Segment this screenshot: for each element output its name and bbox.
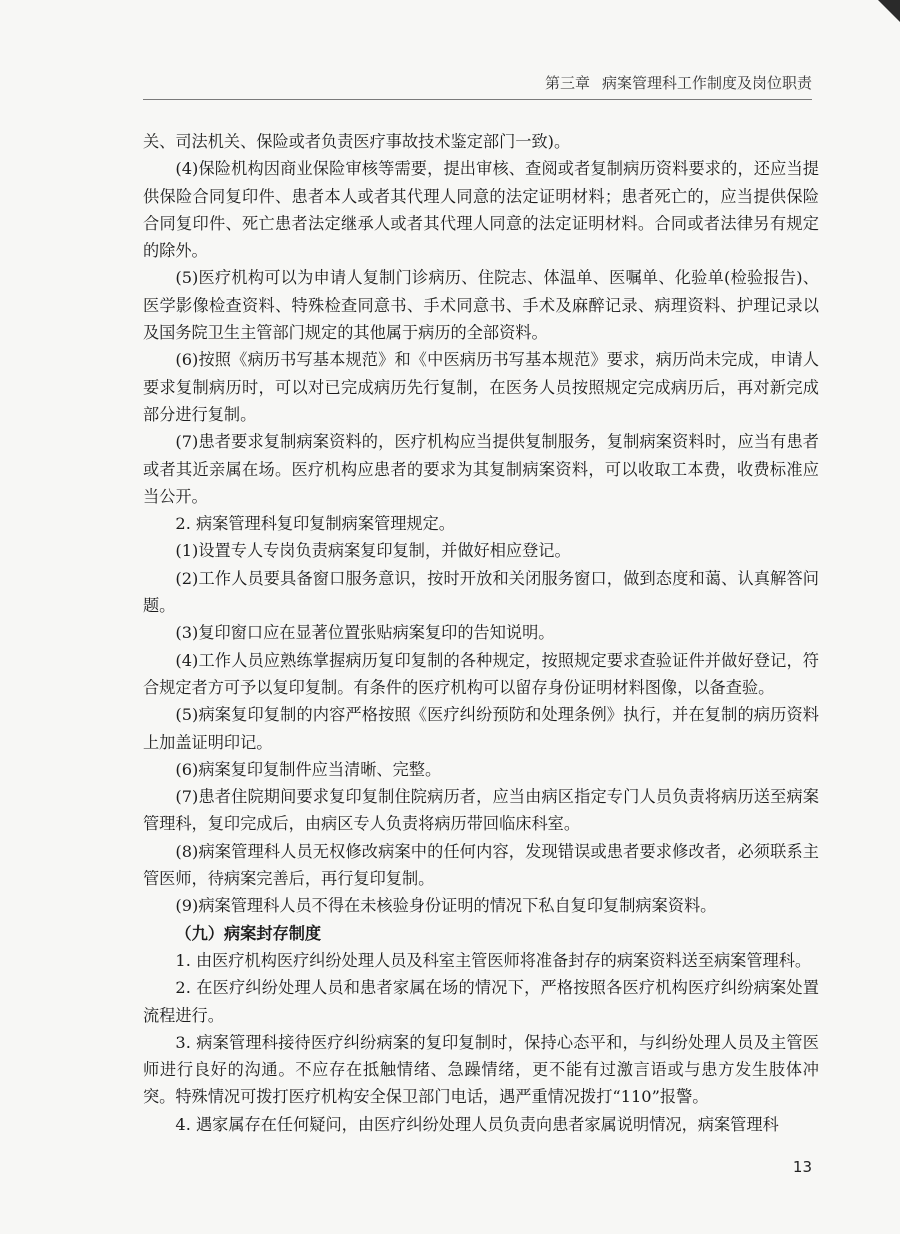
paragraph: (1)设置专人专岗负责病案复印复制，并做好相应登记。 (175, 541, 571, 561)
paragraph: (3)复印窗口应在显著位置张贴病案复印的告知说明。 (175, 623, 555, 643)
paragraph: (9)病案管理科人员不得在未核验身份证明的情况下私自复印复制病案资料。 (175, 896, 717, 916)
paragraph: 关、司法机关、保险或者负责医疗事故技术鉴定部门一致)。 (143, 132, 571, 151)
header-chapter: 第三章 (544, 74, 590, 92)
paragraph: 4. 遇家属存在任何疑问，由医疗纠纷处理人员负责向患者家属说明情况，病案管理科 (175, 1114, 779, 1134)
paragraph: 3. 病案管理科接待医疗纠纷病案的复印复制时，保持心态平和，与纠纷处理人员及主管医师进行良好的沟通。不应存在抵触情绪、急躁情绪，更不能有过激言语或与患方发生肢体冲突。特殊情况可拨打医疗机构安全保卫部门电话，遇严重情况拨打“110”报警。 (143, 1032, 819, 1107)
paragraph: (6)病案复印复制件应当清晰、完整。 (175, 759, 442, 779)
paragraph: 1. 由医疗机构医疗纠纷处理人员及科室主管医师将准备封存的病案资料送至病案管理科。 (175, 950, 812, 970)
paragraph: (6)按照《病历书写基本规范》和《中医病历书写基本规范》要求，病历尚未完成，申请人要求复制病历时，可以对已完成病历先行复制，在医务人员按照规定完成病历后，再对新完成部分进行复制。 (143, 350, 819, 424)
paragraph: (7)患者住院期间要求复印复制住院病历者，应当由病区指定专门人员负责将病历送至病案管理科，复印完成后，由病区专人负责将病历带回临床科室。 (143, 787, 819, 834)
paragraph: (5)医疗机构可以为申请人复制门诊病历、住院志、体温单、医嘱单、化验单(检验报告)、医学影像检查资料、特殊检查同意书、手术同意书、手术及麻醉记录、病理资料、护理记录以及国务院卫生主管部门规定的其他属于病历的全部资料。 (143, 268, 819, 343)
paragraph: (4)保险机构因商业保险审核等需要，提出审核、查阅或者复制病历资料要求的，还应当提供保险合同复印件、患者本人或者其代理人同意的法定证明材料；患者死亡的，应当提供保险合同复印件、死亡患者法定继承人或者其代理人同意的法定证明材料。合同或者法律另有规定的除外。 (143, 159, 819, 261)
paragraph: 2. 在医疗纠纷处理人员和患者家属在场的情况下，严格按照各医疗机构医疗纠纷病案处置流程进行。 (143, 978, 819, 1025)
paragraph: (8)病案管理科人员无权修改病案中的任何内容，发现错误或患者要求修改者，必须联系主管医师，待病案完善后，再行复印复制。 (143, 841, 819, 889)
header-title: 病案管理科工作制度及岗位职责 (601, 74, 812, 92)
paragraph: (2)工作人员要具备窗口服务意识，按时开放和关闭服务窗口，做到态度和蔼、认真解答问题。 (143, 568, 819, 616)
paragraph: (7)患者要求复制病案资料的，医疗机构应当提供复制服务，复制病案资料时，应当有患者或者其近亲属在场。医疗机构应患者的要求为其复制病案资料，可以收取工本费，收费标准应当公开。 (143, 432, 819, 506)
page-number: 13 (792, 1158, 812, 1176)
body-text (143, 128, 819, 1138)
paragraph: (5)病案复印复制的内容严格按照《医疗纠纷预防和处理条例》执行，并在复制的病历资料上加盖证明印记。 (143, 705, 819, 752)
paragraph: 2. 病案管理科复印复制病案管理规定。 (175, 514, 455, 534)
running-header (143, 72, 812, 100)
paragraph: (4)工作人员应熟练掌握病历复印复制的各种规定，按照规定要求查验证件并做好登记，符合规定者方可予以复印复制。有条件的医疗机构可以留存身份证明材料图像，以备查验。 (143, 650, 819, 697)
page-corner-mark (878, 0, 900, 22)
section-heading: （九）病案封存制度 (175, 923, 322, 943)
